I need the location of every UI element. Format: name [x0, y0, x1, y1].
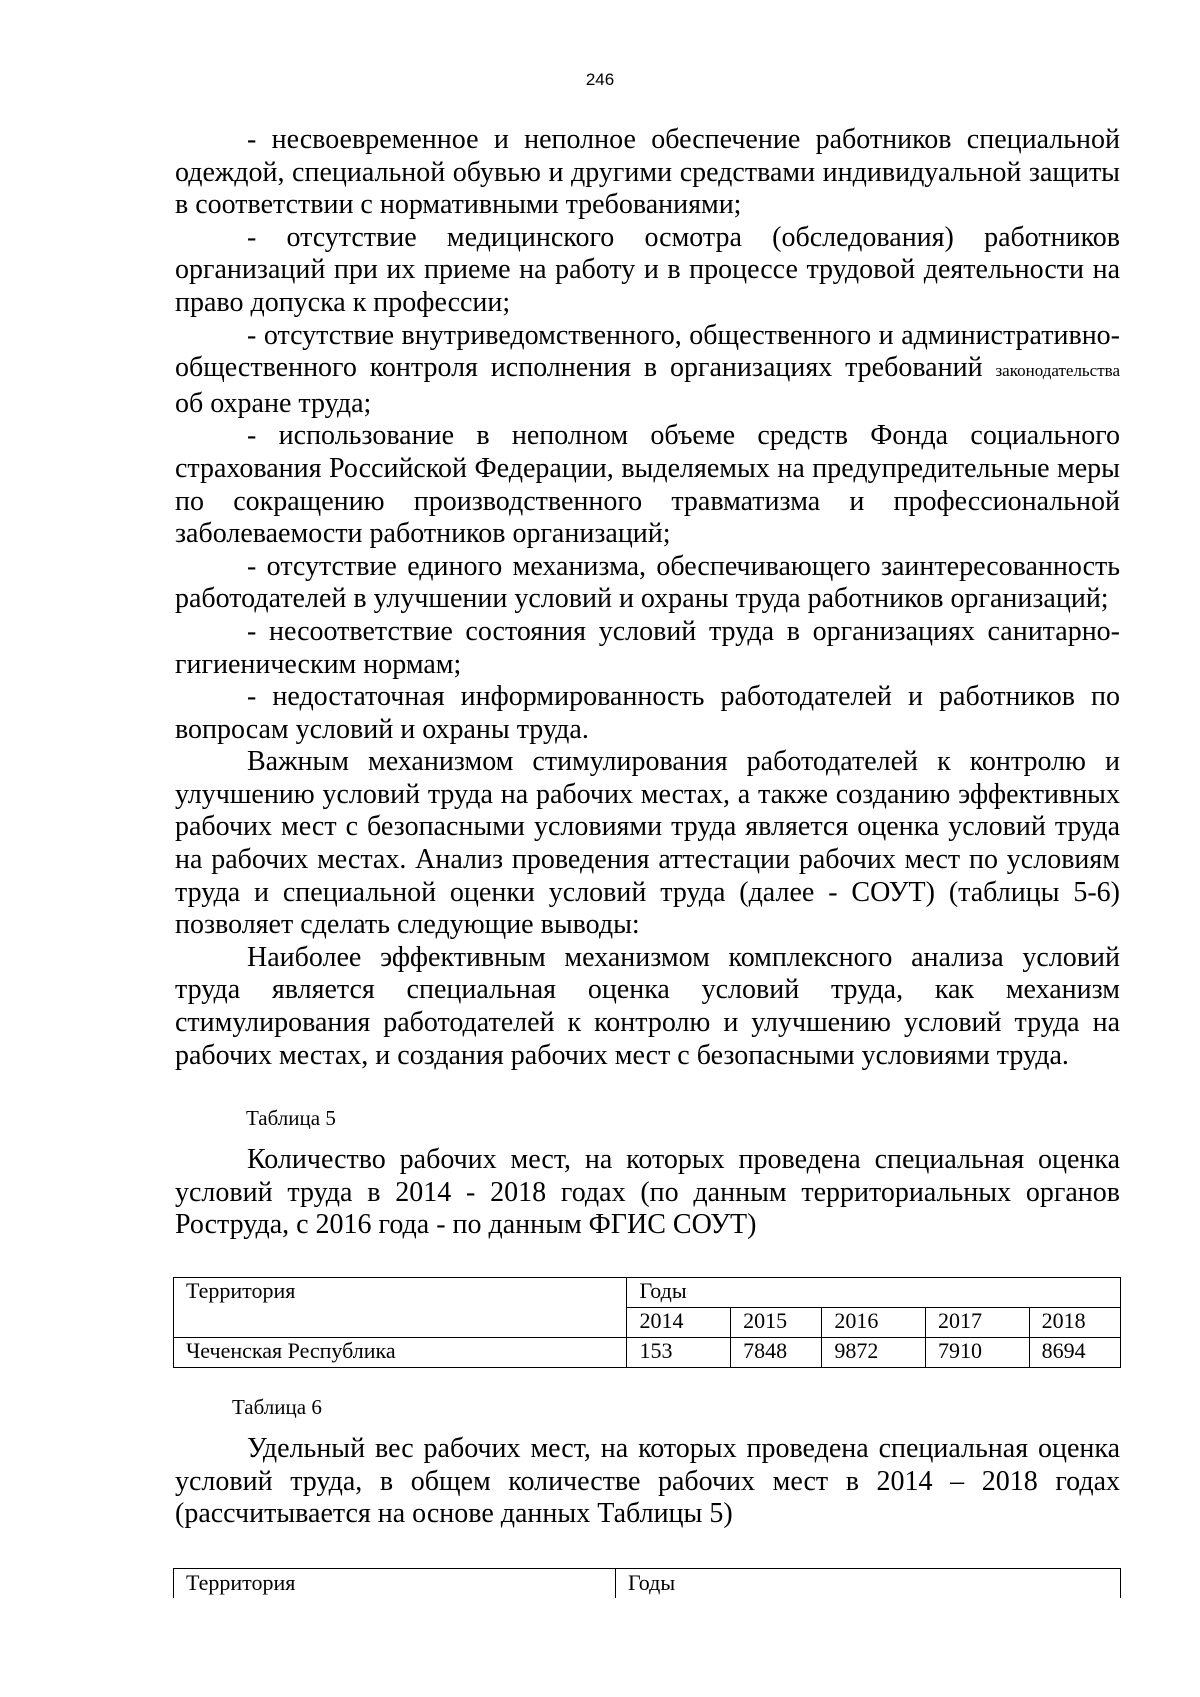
- table6-header-years: Годы: [616, 1569, 1121, 1599]
- paragraph-1: - несвоевременное и неполное обеспечение работников специальной одеждой, специальной обувью и другими средствами индивидуальной защиты в соответствии с нормативными требованиями;: [175, 124, 1120, 221]
- table5-header-territory: Территория: [174, 1278, 627, 1338]
- paragraph-5: - отсутствие единого механизма, обеспечивающего заинтересованность работодателей в улучшении условий и охраны труда работников организаций;: [175, 550, 1120, 615]
- table5-value-cell: 8694: [1029, 1338, 1120, 1368]
- table5-value-cell: 7910: [926, 1338, 1030, 1368]
- table6-title: Удельный вес рабочих мест, на которых проведена специальная оценка условий труда, в общем количестве рабочих мест в 2014 – 2018 годах (рассчитывается на основе данных Таблицы 5): [175, 1433, 1120, 1530]
- table6-header-row: [174, 1569, 1121, 1599]
- table5-header-row: [174, 1278, 1121, 1308]
- table6-header-territory: Территория: [174, 1569, 616, 1599]
- paragraph-9: Наиболее эффективным механизмом комплексного анализа условий труда является специальная оценка условий труда, как механизм стимулирования работодателей к контролю и улучшению условий труда на рабочих местах, и создания рабочих мест с безопасными условиями труда.: [175, 941, 1120, 1071]
- table-row: [174, 1338, 1121, 1368]
- table5-year-cell: 2017: [926, 1308, 1030, 1338]
- table5-label: Таблица 5: [246, 1106, 336, 1130]
- table5-value-cell: 153: [627, 1338, 731, 1368]
- paragraph-7: - недостаточная информированность работодателей и работников по вопросам условий и охраны труда.: [175, 681, 1120, 745]
- table6-clip: [173, 1568, 1121, 1598]
- paragraph-6: - несоответствие состояния условий труда в организациях санитарно-гигиеническим нормам;: [175, 615, 1120, 680]
- paragraph-2: - отсутствие медицинского осмотра (обследования) работников организаций при их приеме на работу и в процессе трудовой деятельности на право допуска к профессии;: [175, 221, 1120, 318]
- table5-year-cell: 2014: [627, 1308, 731, 1338]
- table6-label: Таблица 6: [232, 1395, 322, 1419]
- table5-year-cell: 2015: [731, 1308, 822, 1338]
- body-text: [175, 124, 1120, 1072]
- table5-value-cell: 9872: [822, 1338, 926, 1368]
- table5: [173, 1277, 1121, 1368]
- table5-year-cell: 2018: [1029, 1308, 1120, 1338]
- paragraph-4: - использование в неполном объеме средств Фонда социального страхования Российской Федерации, выделяемых на предупредительные меры по сокращению производственного травматизма и профессиональной заболеваемости работников организаций;: [175, 420, 1120, 550]
- paragraph-8: Важным механизмом стимулирования работодателей к контролю и улучшению условий труда на рабочих местах, а также созданию эффективных рабочих мест с безопасными условиями труда является оценка условий труда на рабочих местах. Анализ проведения аттестации рабочих мест по условиям труда и специальной оценки условий труда (далее - СОУТ) (таблицы 5-6) позволяет сделать следующие выводы:: [175, 746, 1120, 941]
- table5-title: Количество рабочих мест, на которых проведена специальная оценка условий труда в 2014 - 2018 годах (по данным территориальных органов Роструда, с 2016 года - по данным ФГИС СОУТ): [175, 1144, 1120, 1241]
- paragraph-3-tail: об охране труда;: [175, 387, 372, 419]
- table5-value-cell: 7848: [731, 1338, 822, 1368]
- paragraph-3: [175, 320, 1120, 421]
- paragraph-3-small-word: законодательства: [995, 361, 1121, 381]
- table5-header-years: Годы: [627, 1278, 1121, 1308]
- table5-year-cell: 2016: [822, 1308, 926, 1338]
- table6: [173, 1568, 1121, 1598]
- table5-territory-cell: Чеченская Республика: [174, 1338, 627, 1368]
- paragraph-3-main: - отсутствие внутриведомственного, общественного и административно-общественного контроля исполнения в организациях требований: [175, 319, 1120, 384]
- page-number: 246: [585, 70, 615, 89]
